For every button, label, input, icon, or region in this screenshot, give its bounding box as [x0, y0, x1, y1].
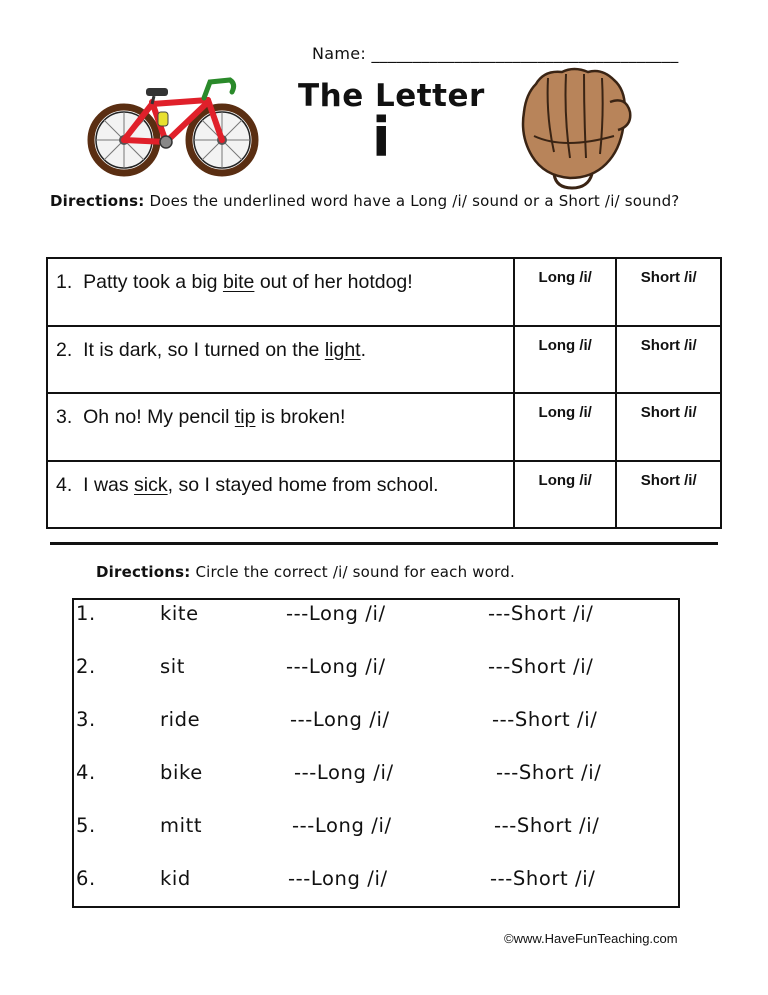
- option-long[interactable]: Long /i/: [514, 393, 617, 461]
- directions-circle-sound: [96, 561, 515, 583]
- question-text: Patty took a big: [83, 271, 223, 293]
- name-field[interactable]: [312, 44, 679, 63]
- option-short[interactable]: Short /i/: [616, 258, 721, 326]
- option-long[interactable]: ---Long /i/: [286, 602, 386, 625]
- option-short[interactable]: ---Short /i/: [496, 761, 602, 784]
- bicycle-illustration: [84, 74, 262, 178]
- word: mitt: [160, 814, 203, 837]
- word-number: 6.: [76, 867, 96, 890]
- directions-text: Circle the correct /i/ sound for each word.: [195, 563, 515, 581]
- directions-underlined-word: [50, 190, 730, 212]
- word-number: 2.: [76, 655, 96, 678]
- word: sit: [160, 655, 186, 678]
- question-cell: [47, 393, 514, 461]
- underlined-word-table: [46, 257, 722, 529]
- option-long[interactable]: ---Long /i/: [286, 655, 386, 678]
- list-item: [74, 814, 678, 844]
- question-number: 2.: [56, 338, 73, 361]
- option-short[interactable]: ---Short /i/: [494, 814, 600, 837]
- list-item: [74, 655, 678, 685]
- list-item: [74, 761, 678, 791]
- word-number: 5.: [76, 814, 96, 837]
- option-short[interactable]: ---Short /i/: [488, 655, 594, 678]
- directions-label: Directions:: [50, 192, 145, 210]
- underlined-word: light: [324, 338, 361, 361]
- name-blank-line[interactable]: _____________________________________: [371, 44, 679, 63]
- word-number: 3.: [76, 708, 96, 731]
- option-long[interactable]: ---Long /i/: [290, 708, 390, 731]
- underlined-word: sick: [134, 473, 168, 496]
- question-number: 4.: [56, 473, 73, 496]
- question-text: Oh no! My pencil: [83, 406, 235, 428]
- question-text: I was: [83, 473, 135, 496]
- option-long[interactable]: Long /i/: [514, 326, 617, 394]
- option-long[interactable]: Long /i/: [514, 258, 617, 326]
- bicycle-handlebar: [204, 80, 234, 98]
- table-row: [47, 393, 721, 461]
- option-long[interactable]: Long /i/: [514, 461, 617, 529]
- word-number: 4.: [76, 761, 96, 784]
- list-item: [74, 602, 678, 632]
- bicycle-water-bottle: [158, 112, 168, 126]
- mitt-body: [523, 69, 625, 178]
- word: kid: [160, 867, 191, 890]
- question-number: 1.: [56, 271, 73, 293]
- option-short[interactable]: Short /i/: [616, 393, 721, 461]
- word-list-box: [72, 598, 680, 908]
- word: kite: [160, 602, 199, 625]
- baseball-mitt-illustration: [514, 66, 632, 192]
- option-long[interactable]: ---Long /i/: [292, 814, 392, 837]
- word: bike: [160, 761, 203, 784]
- question-text: , so I stayed home from school.: [167, 473, 439, 496]
- option-short[interactable]: ---Short /i/: [492, 708, 598, 731]
- option-long[interactable]: ---Long /i/: [288, 867, 388, 890]
- directions-label: Directions:: [96, 563, 191, 581]
- option-short[interactable]: ---Short /i/: [490, 867, 596, 890]
- table-row: [47, 326, 721, 394]
- question-text: .: [360, 338, 367, 361]
- table-row: [47, 258, 721, 326]
- question-cell: [47, 258, 514, 326]
- option-long[interactable]: ---Long /i/: [294, 761, 394, 784]
- question-cell: [47, 326, 514, 394]
- list-item: [74, 708, 678, 738]
- list-item: [74, 867, 678, 897]
- table-row: [47, 461, 721, 529]
- directions-text: Does the underlined word have a Long /i/ sound or a Short /i/ sound?: [149, 192, 680, 210]
- question-text: out of her hotdog!: [254, 271, 413, 293]
- option-short[interactable]: ---Short /i/: [488, 602, 594, 625]
- question-text: is broken!: [255, 406, 346, 428]
- worksheet-title: The Letter: [298, 78, 485, 114]
- name-label: Name:: [312, 44, 367, 63]
- underlined-word: tip: [234, 406, 256, 428]
- question-cell: [47, 461, 514, 529]
- option-short[interactable]: Short /i/: [616, 461, 721, 529]
- word-number: 1.: [76, 602, 96, 625]
- question-text: It is dark, so I turned on the: [83, 338, 325, 361]
- bicycle-pedal: [160, 136, 172, 148]
- question-number: 3.: [56, 406, 73, 428]
- section-divider: [50, 542, 718, 545]
- word: ride: [160, 708, 201, 731]
- copyright-footer: ©www.HaveFunTeaching.com: [504, 931, 678, 946]
- bicycle-seat: [146, 88, 168, 96]
- underlined-word: bite: [222, 271, 255, 293]
- option-short[interactable]: Short /i/: [616, 326, 721, 394]
- featured-letter: i: [372, 106, 391, 169]
